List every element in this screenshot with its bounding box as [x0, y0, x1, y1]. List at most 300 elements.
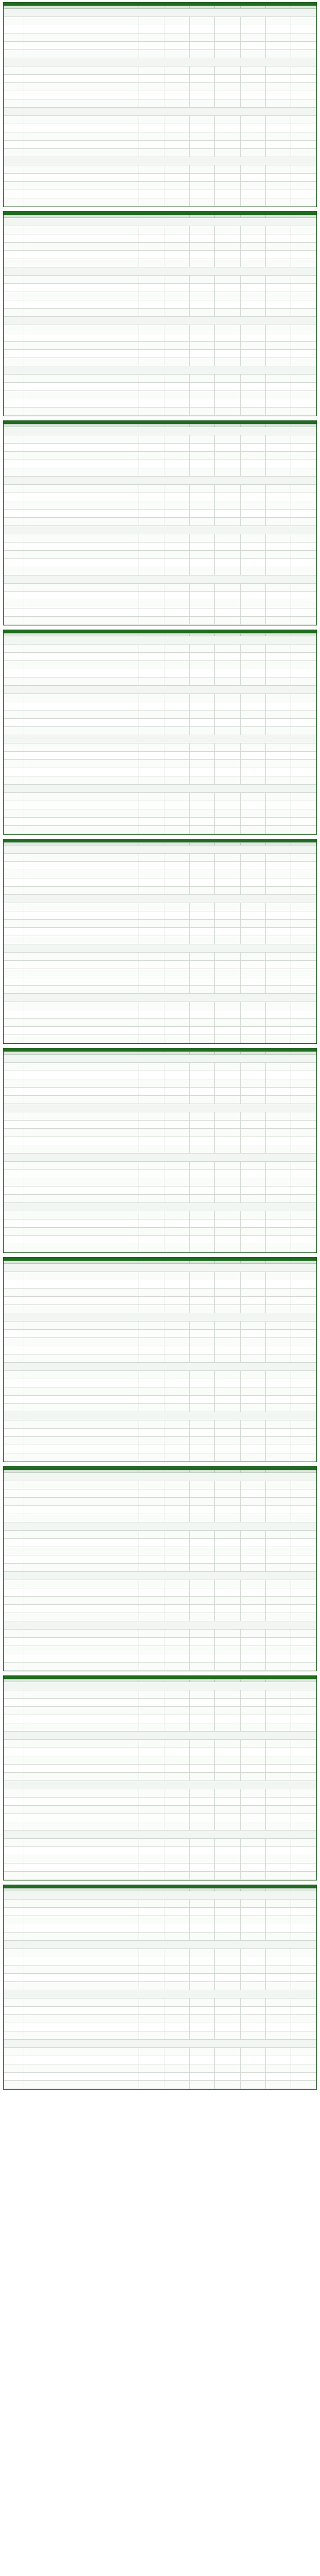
stat-cell [240, 1088, 265, 1096]
team-cell[interactable] [24, 1289, 139, 1297]
team-cell[interactable] [24, 1690, 139, 1699]
stat-cell [291, 276, 316, 284]
team-cell[interactable] [24, 936, 139, 944]
team-cell[interactable] [24, 1305, 139, 1313]
team-cell[interactable] [24, 383, 139, 391]
team-cell[interactable] [24, 1756, 139, 1765]
team-cell[interactable] [24, 1371, 139, 1379]
division-label [4, 108, 316, 116]
team-cell[interactable] [24, 1863, 139, 1872]
team-cell[interactable] [24, 1027, 139, 1035]
team-cell[interactable] [24, 1957, 139, 1965]
team-cell[interactable] [24, 1445, 139, 1453]
team-cell[interactable] [24, 251, 139, 259]
team-cell[interactable] [24, 752, 139, 760]
stat-cell [240, 1272, 265, 1280]
team-cell[interactable] [24, 309, 139, 317]
team-cell[interactable] [24, 551, 139, 559]
team-cell[interactable] [24, 460, 139, 468]
team-cell[interactable] [24, 1002, 139, 1010]
stat-cell [164, 776, 190, 785]
team-cell[interactable] [24, 661, 139, 669]
stat-cell [139, 91, 164, 99]
team-cell[interactable] [24, 2073, 139, 2081]
stat-cell [240, 1145, 265, 1154]
team-cell[interactable] [24, 1211, 139, 1219]
team-cell[interactable] [24, 768, 139, 776]
team-cell[interactable] [24, 1916, 139, 1924]
team-cell[interactable] [24, 391, 139, 399]
stat-cell [4, 1195, 24, 1203]
team-cell[interactable] [24, 1814, 139, 1822]
team-cell[interactable] [24, 1219, 139, 1228]
team-cell[interactable] [24, 1429, 139, 1437]
team-cell[interactable] [24, 510, 139, 518]
stat-cell [291, 543, 316, 551]
team-cell[interactable] [24, 887, 139, 895]
stat-cell [240, 284, 265, 292]
team-cell[interactable] [24, 1112, 139, 1121]
stat-cell [190, 1305, 215, 1313]
team-cell[interactable] [24, 1789, 139, 1798]
stat-cell [291, 567, 316, 575]
team-cell[interactable] [24, 1321, 139, 1330]
team-cell[interactable] [24, 543, 139, 551]
team-cell[interactable] [24, 1847, 139, 1855]
team-cell[interactable] [24, 702, 139, 710]
team-cell[interactable] [24, 342, 139, 350]
team-cell[interactable] [24, 1489, 139, 1498]
stat-cell [215, 1699, 240, 1707]
team-cell[interactable] [24, 694, 139, 702]
team-cell[interactable] [24, 592, 139, 600]
team-cell[interactable] [24, 1195, 139, 1203]
team-cell[interactable] [24, 350, 139, 358]
team-cell[interactable] [24, 1244, 139, 1252]
stat-cell [139, 809, 164, 818]
stat-cell [291, 1187, 316, 1195]
team-cell[interactable] [24, 284, 139, 292]
stat-cell [164, 1933, 190, 1941]
team-cell[interactable] [24, 333, 139, 342]
team-cell[interactable] [24, 468, 139, 477]
stat-cell [139, 1798, 164, 1806]
stat-cell [139, 399, 164, 408]
team-cell[interactable] [24, 2023, 139, 2031]
table-row [4, 1297, 316, 1305]
stat-cell [4, 1974, 24, 1982]
team-cell[interactable] [24, 928, 139, 936]
team-cell[interactable] [24, 375, 139, 383]
team-cell[interactable] [24, 567, 139, 575]
team-cell[interactable] [24, 1765, 139, 1773]
season-table [3, 630, 317, 835]
team-cell[interactable] [24, 1088, 139, 1096]
stat-cell [139, 2064, 164, 2073]
team-cell[interactable] [24, 1236, 139, 1244]
team-cell[interactable] [24, 1580, 139, 1588]
stat-cell [4, 793, 24, 801]
team-cell[interactable] [24, 1715, 139, 1723]
team-cell[interactable] [24, 677, 139, 686]
stat-cell [4, 584, 24, 592]
team-cell[interactable] [24, 776, 139, 785]
team-cell[interactable] [24, 132, 139, 141]
team-cell[interactable] [24, 1162, 139, 1170]
team-cell[interactable] [24, 1588, 139, 1597]
team-cell[interactable] [24, 33, 139, 42]
team-cell[interactable] [24, 1806, 139, 1814]
team-cell[interactable] [24, 986, 139, 994]
stat-cell [215, 1798, 240, 1806]
stat-cell [190, 961, 215, 969]
stat-cell [215, 809, 240, 818]
team-cell[interactable] [24, 920, 139, 928]
team-cell[interactable] [24, 1129, 139, 1137]
stat-cell [215, 1429, 240, 1437]
team-cell[interactable] [24, 75, 139, 83]
stat-cell [215, 1847, 240, 1855]
stat-cell [139, 600, 164, 608]
stat-cell [4, 669, 24, 677]
stat-cell [164, 661, 190, 669]
team-cell[interactable] [24, 1982, 139, 1990]
stat-cell [164, 543, 190, 551]
team-cell[interactable] [24, 91, 139, 99]
team-cell[interactable] [24, 1297, 139, 1305]
stat-cell [164, 1330, 190, 1338]
stat-cell [164, 468, 190, 477]
stat-cell [4, 66, 24, 75]
team-cell[interactable] [24, 493, 139, 501]
stat-cell [240, 198, 265, 207]
team-cell[interactable] [24, 953, 139, 961]
team-cell[interactable] [24, 1663, 139, 1671]
team-cell[interactable] [24, 66, 139, 75]
stat-cell [139, 1429, 164, 1437]
team-cell[interactable] [24, 226, 139, 234]
team-cell[interactable] [24, 1965, 139, 1974]
team-cell[interactable] [24, 198, 139, 207]
stat-cell [215, 99, 240, 108]
team-cell[interactable] [24, 870, 139, 878]
team-cell[interactable] [24, 165, 139, 174]
team-cell[interactable] [24, 1949, 139, 1957]
team-cell[interactable] [24, 1723, 139, 1732]
stat-cell [240, 165, 265, 174]
team-cell[interactable] [24, 1798, 139, 1806]
team-cell[interactable] [24, 1839, 139, 1847]
stat-cell [265, 1564, 291, 1572]
team-cell[interactable] [24, 1539, 139, 1547]
team-cell[interactable] [24, 1998, 139, 2007]
team-cell[interactable] [24, 1437, 139, 1445]
team-cell[interactable] [24, 2048, 139, 2056]
stat-cell [190, 2056, 215, 2064]
stat-cell [4, 768, 24, 776]
team-cell[interactable] [24, 584, 139, 592]
stat-cell [265, 2048, 291, 2056]
table-row [4, 878, 316, 887]
team-cell[interactable] [24, 259, 139, 267]
stat-cell [139, 801, 164, 809]
stat-cell [164, 1564, 190, 1572]
team-cell[interactable] [24, 1933, 139, 1941]
team-cell[interactable] [24, 977, 139, 986]
stat-cell [265, 1297, 291, 1305]
stat-cell [164, 342, 190, 350]
team-cell[interactable] [24, 1096, 139, 1104]
stat-cell [139, 1580, 164, 1588]
team-cell[interactable] [24, 1564, 139, 1572]
stat-cell [190, 408, 215, 416]
team-cell[interactable] [24, 862, 139, 870]
team-cell[interactable] [24, 50, 139, 58]
stat-cell [291, 1071, 316, 1079]
team-cell[interactable] [24, 645, 139, 653]
stat-cell [265, 1289, 291, 1297]
team-cell[interactable] [24, 2007, 139, 2015]
stat-cell [139, 727, 164, 735]
stat-cell [215, 1839, 240, 1847]
division-row [4, 1473, 316, 1481]
stat-cell [265, 1715, 291, 1723]
team-cell[interactable] [24, 743, 139, 752]
table-row [4, 1354, 316, 1363]
team-cell[interactable] [24, 1638, 139, 1646]
stat-cell [291, 1228, 316, 1236]
team-cell[interactable] [24, 1379, 139, 1387]
team-cell[interactable] [24, 141, 139, 149]
stat-cell [139, 661, 164, 669]
stat-cell [240, 1908, 265, 1916]
stat-cell [291, 1371, 316, 1379]
team-cell[interactable] [24, 325, 139, 333]
team-cell[interactable] [24, 534, 139, 543]
team-cell[interactable] [24, 1707, 139, 1715]
team-cell[interactable] [24, 1137, 139, 1145]
stat-cell [139, 1715, 164, 1723]
team-cell[interactable] [24, 1354, 139, 1363]
stat-cell [265, 1244, 291, 1252]
team-cell[interactable] [24, 608, 139, 617]
team-cell[interactable] [24, 710, 139, 719]
team-cell[interactable] [24, 1035, 139, 1043]
team-cell[interactable] [24, 300, 139, 309]
team-cell[interactable] [24, 1872, 139, 1880]
team-cell[interactable] [24, 1773, 139, 1781]
team-cell[interactable] [24, 1071, 139, 1079]
team-cell[interactable] [24, 501, 139, 510]
team-cell[interactable] [24, 485, 139, 493]
team-cell[interactable] [24, 719, 139, 727]
team-cell[interactable] [24, 669, 139, 677]
team-cell[interactable] [24, 1605, 139, 1613]
team-cell[interactable] [24, 617, 139, 625]
team-cell[interactable] [24, 1010, 139, 1019]
team-cell[interactable] [24, 1178, 139, 1187]
team-cell[interactable] [24, 1613, 139, 1621]
team-cell[interactable] [24, 1453, 139, 1462]
team-cell[interactable] [24, 1748, 139, 1756]
team-cell[interactable] [24, 1654, 139, 1663]
stat-cell [240, 1002, 265, 1010]
stat-cell [190, 584, 215, 592]
table-row [4, 1019, 316, 1027]
team-cell[interactable] [24, 1387, 139, 1396]
team-cell[interactable] [24, 1630, 139, 1638]
team-cell[interactable] [24, 2064, 139, 2073]
stat-cell [139, 198, 164, 207]
team-cell[interactable] [24, 1822, 139, 1831]
stat-cell [291, 91, 316, 99]
team-cell[interactable] [24, 1531, 139, 1539]
stat-cell [240, 1715, 265, 1723]
team-cell[interactable] [24, 1019, 139, 1027]
stat-cell [190, 276, 215, 284]
team-cell[interactable] [24, 408, 139, 416]
team-cell[interactable] [24, 903, 139, 911]
team-cell[interactable] [24, 1506, 139, 1514]
team-cell[interactable] [24, 25, 139, 33]
stat-cell [291, 710, 316, 719]
team-cell[interactable] [24, 1187, 139, 1195]
team-cell[interactable] [24, 1900, 139, 1908]
team-cell[interactable] [24, 1514, 139, 1522]
team-cell[interactable] [24, 1272, 139, 1280]
team-cell[interactable] [24, 1420, 139, 1429]
stat-cell [240, 1531, 265, 1539]
team-cell[interactable] [24, 1228, 139, 1236]
stat-cell [291, 2064, 316, 2073]
team-cell[interactable] [24, 1974, 139, 1982]
team-cell[interactable] [24, 42, 139, 50]
team-cell[interactable] [24, 727, 139, 735]
team-cell[interactable] [24, 182, 139, 190]
team-cell[interactable] [24, 809, 139, 818]
team-cell[interactable] [24, 17, 139, 25]
team-cell[interactable] [24, 653, 139, 661]
team-cell[interactable] [24, 969, 139, 977]
team-cell[interactable] [24, 1481, 139, 1489]
team-cell[interactable] [24, 174, 139, 182]
team-cell[interactable] [24, 801, 139, 809]
team-cell[interactable] [24, 2081, 139, 2089]
team-cell[interactable] [24, 452, 139, 460]
stat-cell [139, 793, 164, 801]
team-cell[interactable] [24, 99, 139, 108]
stat-cell [291, 284, 316, 292]
team-cell[interactable] [24, 1121, 139, 1129]
team-cell[interactable] [24, 358, 139, 366]
stat-cell [139, 435, 164, 444]
stat-cell [139, 42, 164, 50]
table-row [4, 1404, 316, 1412]
stat-cell [164, 870, 190, 878]
team-cell[interactable] [24, 1924, 139, 1933]
stat-cell [164, 727, 190, 735]
team-cell[interactable] [24, 961, 139, 969]
team-cell[interactable] [24, 444, 139, 452]
team-cell[interactable] [24, 1597, 139, 1605]
team-cell[interactable] [24, 1646, 139, 1654]
team-cell[interactable] [24, 1404, 139, 1412]
stat-cell [190, 2015, 215, 2023]
team-cell[interactable] [24, 818, 139, 826]
stat-cell [4, 1121, 24, 1129]
team-cell[interactable] [24, 116, 139, 124]
team-cell[interactable] [24, 190, 139, 198]
team-cell[interactable] [24, 518, 139, 526]
stat-cell [291, 375, 316, 383]
stat-cell [240, 1654, 265, 1663]
team-cell[interactable] [24, 826, 139, 834]
stat-cell [190, 1112, 215, 1121]
team-cell[interactable] [24, 854, 139, 862]
stat-cell [265, 300, 291, 309]
team-cell[interactable] [24, 2031, 139, 2040]
team-cell[interactable] [24, 1330, 139, 1338]
team-cell[interactable] [24, 234, 139, 243]
team-cell[interactable] [24, 600, 139, 608]
team-cell[interactable] [24, 2056, 139, 2064]
team-cell[interactable] [24, 1908, 139, 1916]
team-cell[interactable] [24, 1338, 139, 1346]
stat-cell [291, 1445, 316, 1453]
team-cell[interactable] [24, 1855, 139, 1863]
team-cell[interactable] [24, 1145, 139, 1154]
stat-cell [291, 1129, 316, 1137]
division-row [4, 1682, 316, 1690]
stat-cell [265, 1489, 291, 1498]
team-cell[interactable] [24, 1547, 139, 1555]
table-row [4, 592, 316, 600]
stat-cell [139, 1305, 164, 1313]
team-cell[interactable] [24, 1699, 139, 1707]
team-cell[interactable] [24, 793, 139, 801]
team-cell[interactable] [24, 1280, 139, 1289]
team-cell[interactable] [24, 2015, 139, 2023]
team-cell[interactable] [24, 760, 139, 768]
team-cell[interactable] [24, 1170, 139, 1178]
stat-cell [4, 1630, 24, 1638]
table-row [4, 1420, 316, 1429]
team-cell[interactable] [24, 1740, 139, 1748]
team-cell[interactable] [24, 1555, 139, 1564]
stat-cell [215, 2056, 240, 2064]
team-cell[interactable] [24, 559, 139, 567]
team-cell[interactable] [24, 911, 139, 920]
stat-cell [190, 1613, 215, 1621]
team-cell[interactable] [24, 1079, 139, 1088]
team-cell[interactable] [24, 1063, 139, 1071]
team-cell[interactable] [24, 292, 139, 300]
stat-cell [265, 1219, 291, 1228]
team-cell[interactable] [24, 399, 139, 408]
team-cell[interactable] [24, 1498, 139, 1506]
team-cell[interactable] [24, 1346, 139, 1354]
stat-cell [291, 669, 316, 677]
stat-cell [164, 653, 190, 661]
team-cell[interactable] [24, 1396, 139, 1404]
team-cell[interactable] [24, 149, 139, 157]
team-cell[interactable] [24, 83, 139, 91]
team-cell[interactable] [24, 435, 139, 444]
team-cell[interactable] [24, 243, 139, 251]
team-cell[interactable] [24, 124, 139, 132]
team-cell[interactable] [24, 878, 139, 887]
team-cell[interactable] [24, 276, 139, 284]
